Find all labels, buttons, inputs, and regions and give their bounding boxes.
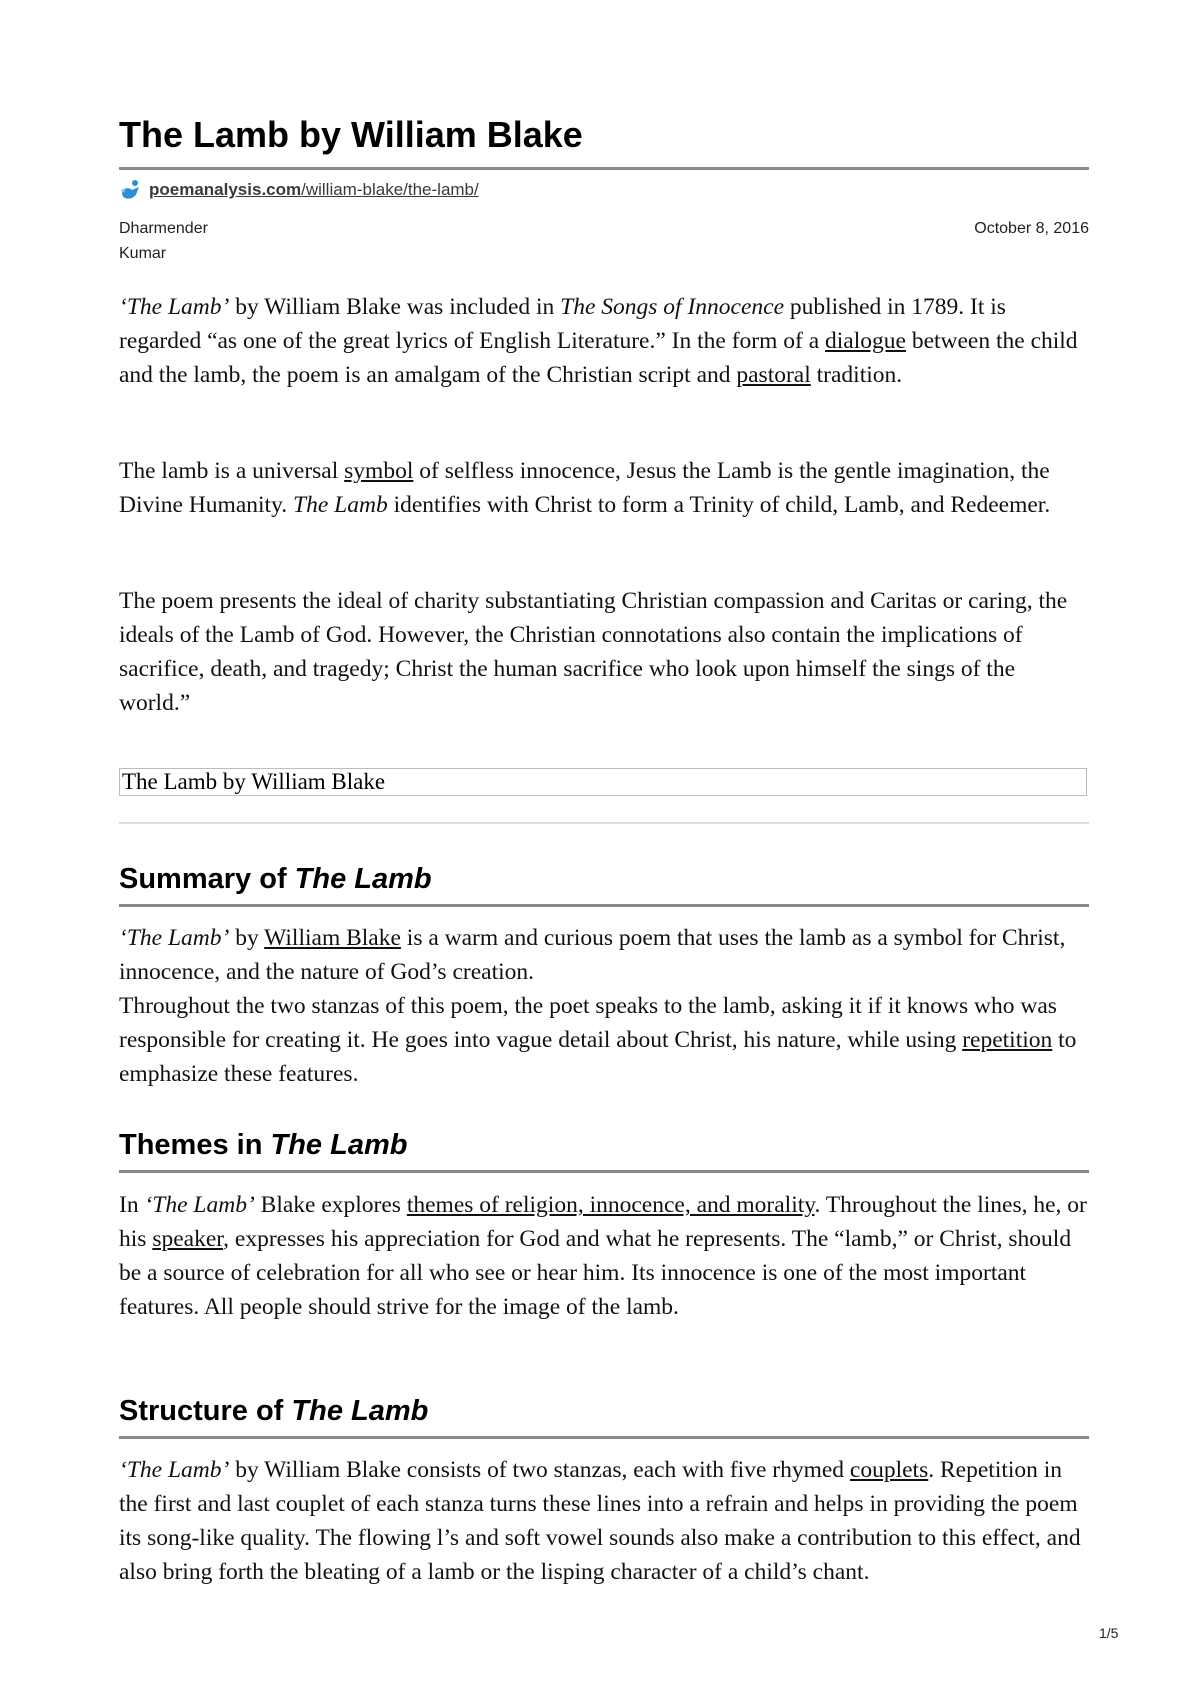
source-domain: poemanalysis.com: [149, 180, 302, 199]
themes-paragraph-1: [119, 1188, 1089, 1324]
text-run: to emphasize these features.: [119, 1027, 1077, 1087]
publish-date: October 8, 2016: [974, 220, 1089, 237]
text-run: Blake explores: [254, 1192, 407, 1218]
text-run: The lamb is a universal: [119, 458, 345, 484]
themes-heading: [119, 1127, 407, 1163]
author-last-name: Kumar: [119, 245, 167, 262]
summary-paragraph-1: [119, 921, 1089, 989]
summary-divider: [119, 904, 1089, 907]
themes-divider: [119, 1170, 1089, 1173]
structure-paragraph-1: [119, 1453, 1089, 1589]
inline-link[interactable]: speaker: [152, 1226, 224, 1252]
intro-paragraph-1: [119, 290, 1089, 392]
source-path: /william-blake/the-lamb/: [301, 180, 479, 199]
text-run: identifies with Christ to form a Trinity of child, Lamb, and Redeemer.: [387, 492, 1051, 518]
text-run: published in 1789. It is regarded “as one of the great lyrics of English Literature.” In the form of a: [119, 294, 1006, 354]
italic-text: ‘The Lamb’: [119, 925, 230, 951]
summary-heading-prefix: Summary of: [119, 863, 295, 895]
text-run: , expresses his appreciation for God and what he represents. The “lamb,” or Christ, should be a source of celebration for all who see or hear him. Its innocence is one of the most important features. All people should strive for the image of the lamb.: [119, 1226, 1072, 1320]
poem-embed-box[interactable]: The Lamb by William Blake: [119, 768, 1087, 796]
source-link-row[interactable]: [119, 178, 479, 202]
structure-divider: [119, 1436, 1089, 1439]
text-run: between the child and the lamb, the poem is an amalgam of the Christian script and: [119, 328, 1078, 388]
italic-text: The Songs of Innocence: [560, 294, 785, 320]
text-run: . Repetition in the first and last couplet of each stanza turns these lines into a refrain and helps in providing the poem its song-like quality. The flowing l’s and soft vowel sounds also make a contribution to this effect, and also bring forth the bleating of a lamb or the lisping character of a child’s chant.: [119, 1457, 1081, 1585]
text-run: by William Blake consists of two stanzas, each with five rhymed: [229, 1457, 850, 1483]
text-run: Throughout the two stanzas of this poem, the poet speaks to the lamb, asking it if it knows who was responsible for creating it. He goes into vague detail about Christ, his nature, while using: [119, 993, 1057, 1053]
source-link[interactable]: [149, 180, 479, 200]
inline-link[interactable]: William Blake: [264, 925, 401, 951]
text-run: of selfless innocence, Jesus the Lamb is the gentle imagination, the Divine Humanity.: [119, 458, 1050, 518]
inline-link[interactable]: dialogue: [825, 328, 906, 354]
page-title: The Lamb by William Blake: [119, 114, 583, 155]
author-name: [119, 216, 239, 266]
themes-heading-prefix: Themes in: [119, 1129, 271, 1161]
text-run: tradition.: [810, 362, 903, 388]
text-run: . Throughout the lines, he, or his: [119, 1192, 1087, 1252]
site-favicon-icon: [119, 178, 143, 202]
structure-heading-italic: The Lamb: [291, 1395, 429, 1427]
italic-text: ‘The Lamb’: [119, 1457, 230, 1483]
structure-heading: [119, 1393, 428, 1429]
embed-divider: [119, 822, 1089, 824]
author-first-name: Dharmender: [119, 220, 208, 237]
structure-heading-prefix: Structure of: [119, 1395, 292, 1427]
inline-link[interactable]: themes of religion, innocence, and morality: [406, 1192, 815, 1218]
summary-paragraph-2: [119, 989, 1089, 1091]
text-run: In: [119, 1192, 145, 1218]
inline-link[interactable]: pastoral: [736, 362, 811, 388]
intro-paragraph-2: [119, 454, 1089, 522]
themes-heading-italic: The Lamb: [270, 1129, 408, 1161]
text-run: by William Blake was included in: [229, 294, 561, 320]
italic-text: ‘The Lamb’: [144, 1192, 255, 1218]
summary-heading: [119, 861, 432, 897]
title-divider: [119, 167, 1089, 170]
inline-link[interactable]: couplets: [849, 1457, 929, 1483]
text-run: by: [229, 925, 265, 951]
italic-text: The Lamb: [293, 492, 388, 518]
text-run: The poem presents the ideal of charity substantiating Christian compassion and Caritas or caring, the ideals of the Lamb of God. However, the Christian connotations also contain the implications of sacrifice, death, and tragedy; Christ the human sacrifice who look upon himself the sings of the world.”: [119, 588, 1068, 716]
text-run: is a warm and curious poem that uses the lamb as a symbol for Christ, innocence, and the nature of God’s creation.: [119, 925, 1066, 985]
intro-paragraph-3: [119, 584, 1089, 720]
italic-text: ‘The Lamb’: [119, 294, 230, 320]
inline-link[interactable]: repetition: [962, 1027, 1053, 1053]
summary-heading-italic: The Lamb: [294, 863, 432, 895]
inline-link[interactable]: symbol: [344, 458, 414, 484]
page-number: 1/5: [1099, 1625, 1119, 1641]
